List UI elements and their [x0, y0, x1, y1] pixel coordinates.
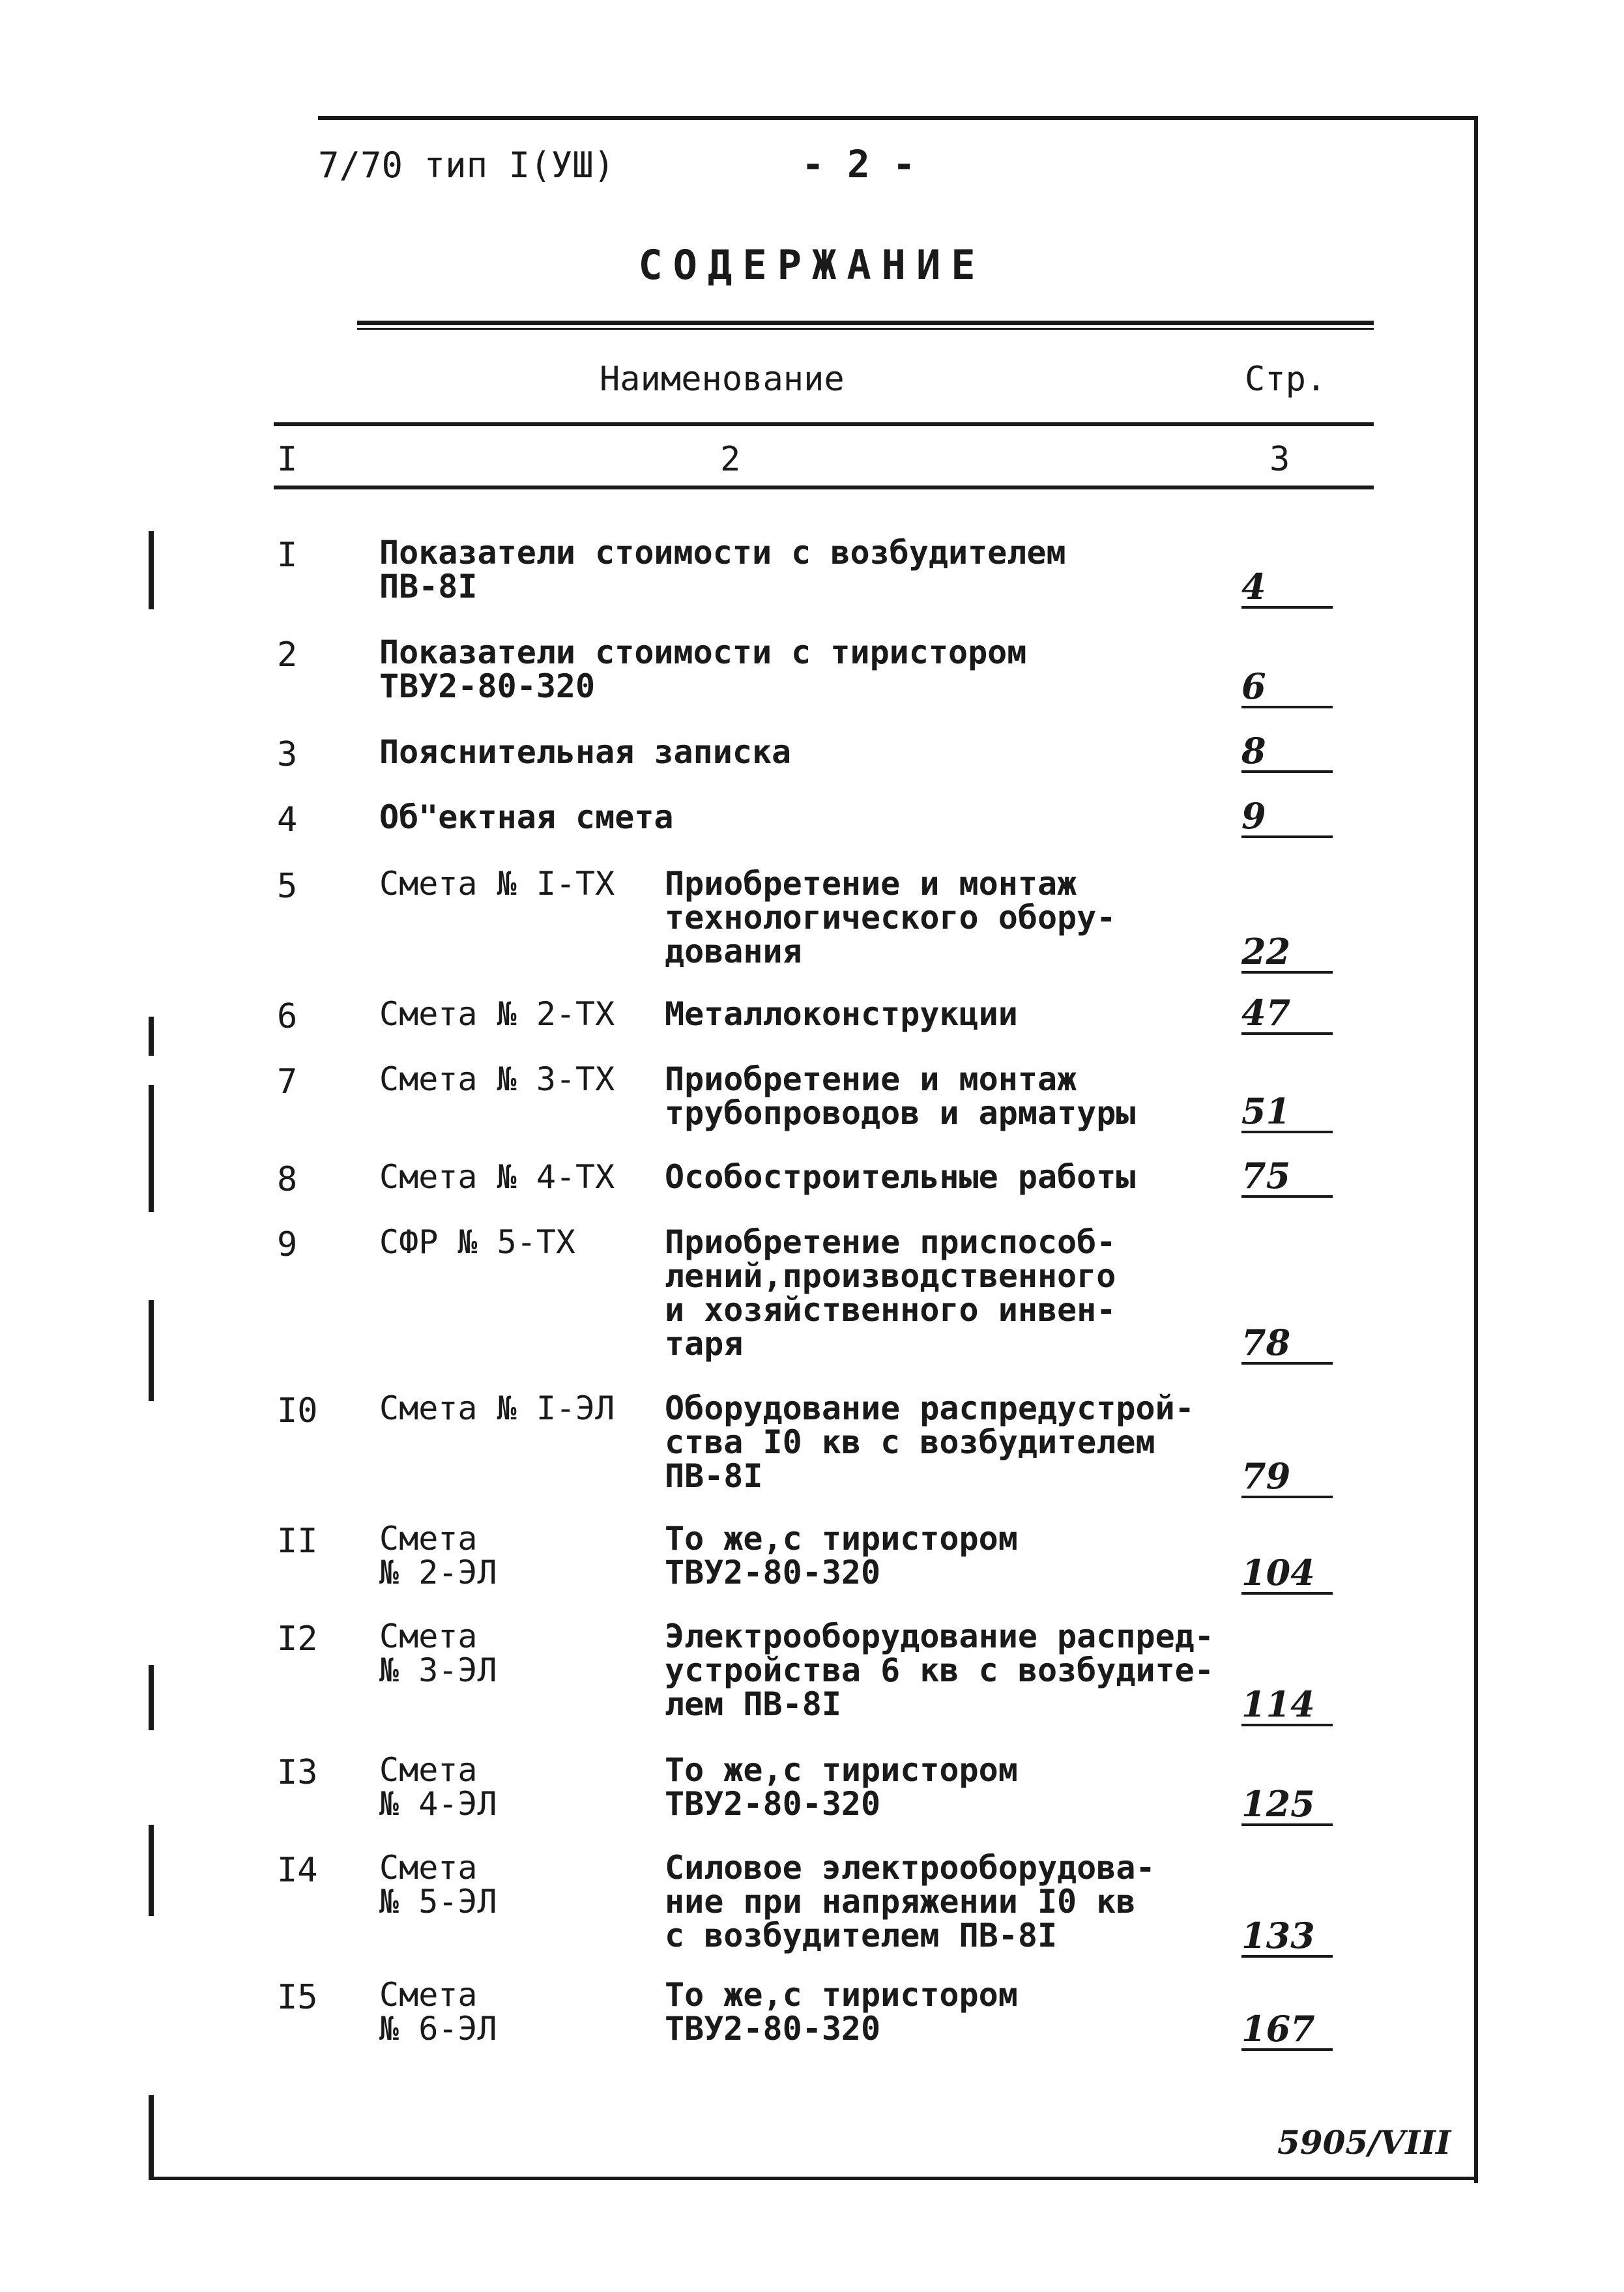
row-number: 5 [277, 867, 298, 906]
row-page: 167 [1241, 2009, 1333, 2051]
row-title: То же,с тиристором ТВУ2-80-320 [665, 1751, 1018, 1823]
row-title: Металлоконструкции [665, 995, 1018, 1033]
row-page: 133 [1241, 1916, 1333, 1958]
column-number-2: 2 [720, 440, 741, 479]
row-document: Смета № I-ЭЛ [379, 1389, 615, 1427]
row-page: 4 [1241, 567, 1333, 609]
frame-bottom-line [150, 2177, 1478, 2180]
column-number-rule [274, 486, 1374, 489]
archive-code: 5905/VIII [1277, 2123, 1451, 2162]
row-page: 8 [1241, 731, 1333, 773]
row-title: Особостроительные работы [665, 1158, 1136, 1196]
column-header-page: Стр. [1245, 360, 1327, 399]
row-page: 125 [1241, 1784, 1333, 1826]
row-document: Смета № 6-ЭЛ [379, 1976, 497, 2048]
row-page: 104 [1241, 1553, 1333, 1595]
row-title: Показатели стоимости с возбудителем ПВ-8I [379, 534, 1066, 605]
row-title: Приобретение и монтаж трубопроводов и арматуры [665, 1060, 1136, 1132]
row-title: Об"ектная смета [379, 798, 674, 836]
row-number: I0 [277, 1391, 318, 1430]
column-number-3: 3 [1269, 440, 1290, 479]
row-page: 114 [1241, 1685, 1333, 1726]
row-page: 22 [1241, 932, 1333, 974]
row-title: Силовое электрооборудова- ние при напряжении I0 кв с возбудителем ПВ-8I [665, 1849, 1155, 1954]
row-page: 75 [1241, 1156, 1333, 1198]
row-document: Смета № 4-ЭЛ [379, 1751, 497, 1823]
row-number: 3 [277, 735, 298, 774]
row-number: I4 [277, 1851, 318, 1890]
row-page: 51 [1241, 1092, 1333, 1133]
row-document: СФР № 5-ТХ [379, 1223, 576, 1261]
row-document: Смета № I-ТХ [379, 865, 615, 903]
table-top-rule [357, 321, 1374, 325]
row-title: Приобретение и монтаж технологического обору- дования [665, 865, 1116, 970]
row-number: 9 [277, 1225, 298, 1264]
column-header-name: Наименование [600, 360, 845, 399]
row-title: Показатели стоимости с тиристором ТВУ2-80-320 [379, 633, 1027, 705]
row-number: I5 [277, 1978, 318, 2017]
row-number: 2 [277, 635, 298, 675]
frame-right-line [1474, 116, 1478, 2183]
row-number: 7 [277, 1062, 298, 1101]
row-title: Пояснительная записка [379, 733, 792, 771]
row-document: Смета № 4-ТХ [379, 1158, 615, 1196]
row-number: I [277, 536, 298, 575]
table-top-rule-2 [357, 328, 1374, 330]
row-document: Смета № 3-ЭЛ [379, 1617, 497, 1689]
page-number: - 2 - [802, 142, 916, 186]
row-number: 6 [277, 997, 298, 1036]
row-page: 47 [1241, 993, 1333, 1035]
binding-margin-marks [149, 0, 156, 2292]
row-title: То же,с тиристором ТВУ2-80-320 [665, 1976, 1018, 2048]
column-number-1: I [277, 440, 298, 479]
header-divider-rule [274, 422, 1374, 426]
row-page: 9 [1241, 796, 1333, 838]
row-number: 4 [277, 800, 298, 839]
row-document: Смета № 5-ЭЛ [379, 1849, 497, 1921]
row-number: II [277, 1522, 318, 1561]
row-document: Смета № 2-ТХ [379, 995, 615, 1033]
row-page: 78 [1241, 1323, 1333, 1365]
row-title: Электрооборудование распред- устройства 6 кв с возбудите- лем ПВ-8I [665, 1617, 1214, 1723]
row-document: Смета № 3-ТХ [379, 1060, 615, 1098]
row-number: 8 [277, 1160, 298, 1199]
row-title: Приобретение приспособ- лений,производственного и хозяйственного инвен- таря [665, 1223, 1116, 1363]
frame-top-line [318, 116, 1478, 120]
document-code: 7/70 тип I(УШ) [318, 145, 615, 186]
row-document: Смета № 2-ЭЛ [379, 1520, 497, 1591]
row-title: Оборудование распредустрой- ства I0 кв с возбудителем ПВ-8I [665, 1389, 1195, 1495]
row-number: I2 [277, 1619, 318, 1659]
row-number: I3 [277, 1753, 318, 1792]
row-page: 6 [1241, 667, 1333, 708]
page-title: СОДЕРЖАНИЕ [638, 241, 986, 289]
row-title: То же,с тиристором ТВУ2-80-320 [665, 1520, 1018, 1591]
row-page: 79 [1241, 1457, 1333, 1498]
